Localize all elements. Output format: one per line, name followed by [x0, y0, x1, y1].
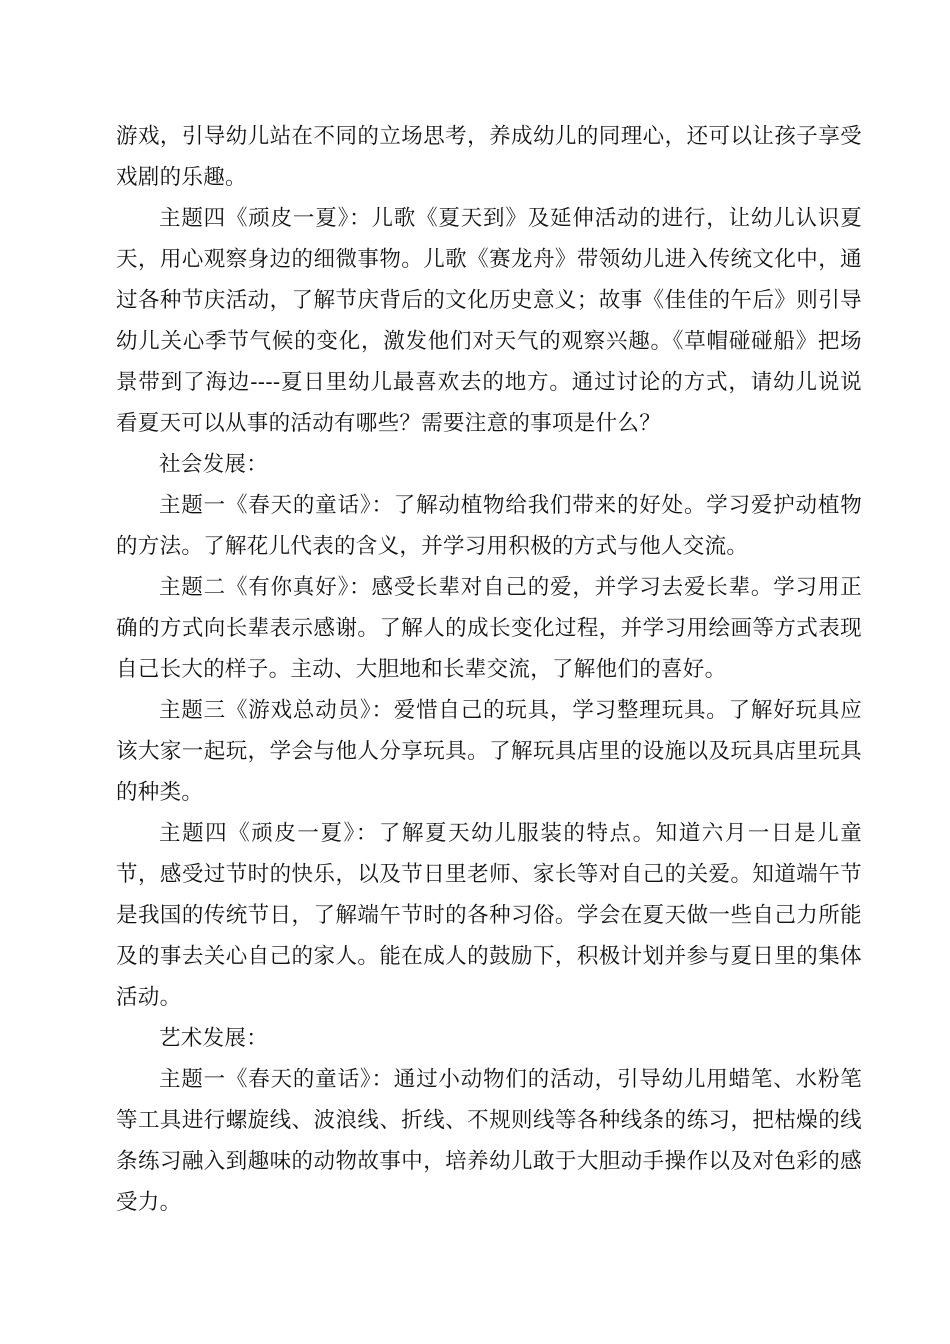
- paragraph-social-theme-four: 主题四《顽皮一夏》：了解夏天幼儿服装的特点。知道六月一日是儿童节，感受过节时的快乐，以及节日里老师、家长等对自己的关爱。知道端午节是我国的传统节日，了解端午节时的各种习俗。学会在夏天做一些自己力所能及的事去关心自己的家人。能在成人的鼓励下，积极计划并参与夏日里的集体活动。: [116, 821, 862, 1010]
- paragraph-art-theme-one: 主题一《春天的童话》：通过小动物们的活动，引导幼儿用蜡笔、水粉笔等工具进行螺旋线、波浪线、折线、不规则线等各种线条的练习，把枯燥的线条练习融入到趣味的动物故事中，培养幼儿敢于大胆动手操作以及对色彩的感受力。: [116, 1067, 862, 1215]
- section-heading-social: 社会发展：: [159, 452, 269, 477]
- paragraph-social-theme-two: 主题二《有你真好》：感受长辈对自己的爱，并学习去爱长辈。学习用正确的方式向长辈表示感谢。了解人的成长变化过程，并学习用绘画等方式表现自己长大的样子。主动、大胆地和长辈交流，了解他们的喜好。: [116, 575, 862, 682]
- paragraph-continuation: 游戏，引导幼儿站在不同的立场思考，养成幼儿的同理心，还可以让孩子享受戏剧的乐趣。: [116, 124, 862, 190]
- paragraph-theme-four-language: 主题四《顽皮一夏》：儿歌《夏天到》及延伸活动的进行，让幼儿认识夏天，用心观察身边的细微事物。儿歌《赛龙舟》带领幼儿进入传统文化中，通过各种节庆活动，了解节庆背后的文化历史意义；故事《佳佳的午后》则引导幼儿关心季节气候的变化，激发他们对天气的观察兴趣。《草帽碰碰船》把场景带到了海边----夏日里幼儿最喜欢去的地方。通过讨论的方式，请幼儿说说看夏天可以从事的活动有哪些？需要注意的事项是什么？: [116, 206, 862, 436]
- paragraph-social-theme-one: 主题一《春天的童话》：了解动植物给我们带来的好处。学习爱护动植物的方法。了解花儿代表的含义，并学习用积极的方式与他人交流。: [116, 493, 862, 559]
- section-heading-art: 艺术发展：: [159, 1026, 269, 1051]
- document-page: [116, 116, 862, 1223]
- paragraph-social-theme-three: 主题三《游戏总动员》：爱惜自己的玩具，学习整理玩具。了解好玩具应该大家一起玩，学会与他人分享玩具。了解玩具店里的设施以及玩具店里玩具的种类。: [116, 698, 862, 805]
